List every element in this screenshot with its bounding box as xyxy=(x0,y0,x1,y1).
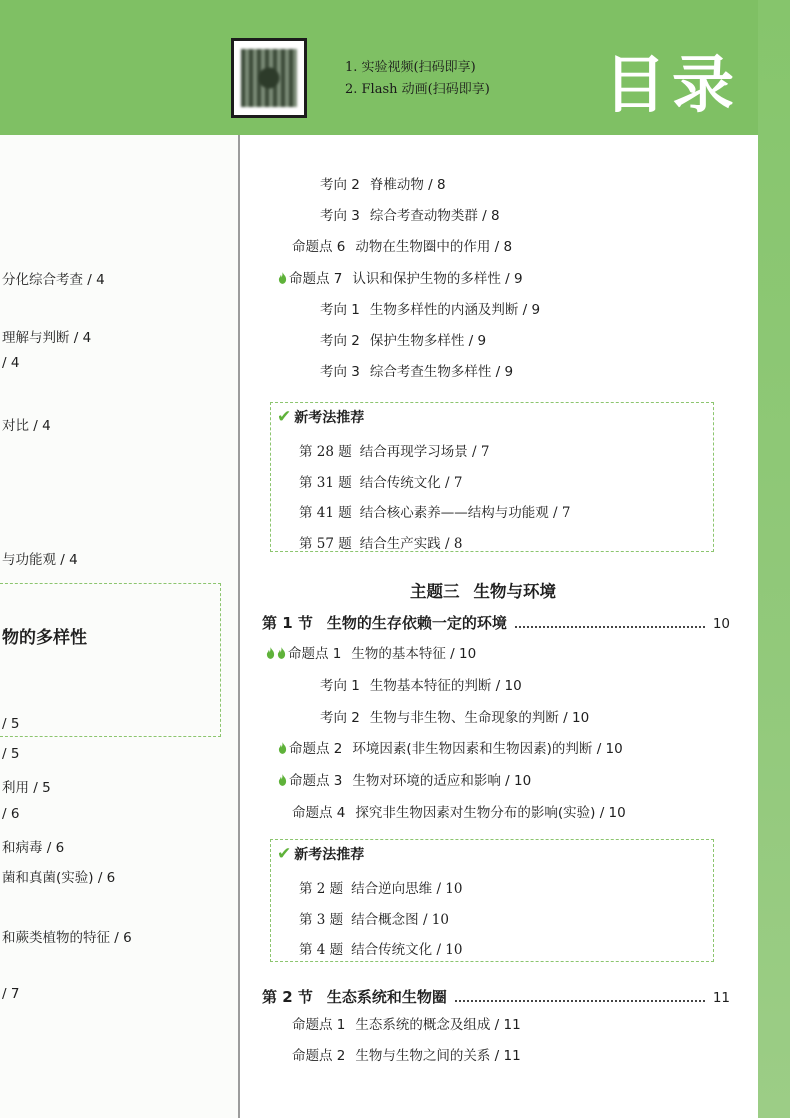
section-label: 第 1 节 xyxy=(262,614,313,632)
fire-icon xyxy=(278,742,287,754)
toc-point-row[interactable] xyxy=(292,1047,521,1065)
toc-point-row[interactable] xyxy=(278,740,623,758)
left-fragment: / 6 xyxy=(2,806,20,822)
toc-direction-row[interactable] xyxy=(320,207,500,225)
toc-label: 命题点 6 xyxy=(292,239,346,256)
left-fragment: 和病毒 / 6 xyxy=(2,840,65,856)
toc-text: 脊椎动物 / 8 xyxy=(369,177,446,193)
recommend-item[interactable] xyxy=(299,908,449,928)
left-fragment: 菌和真菌(实验) / 6 xyxy=(2,870,116,886)
page-title: 目录 xyxy=(604,48,741,121)
media-item[interactable]: 1. 实验视频(扫码即享) xyxy=(345,60,476,75)
toc-label: 命题点 2 xyxy=(289,741,343,758)
toc-text: 探究非生物因素对生物分布的影响(实验) / 10 xyxy=(355,805,626,821)
question-number: 第 31 题 xyxy=(299,474,352,491)
question-number: 第 41 题 xyxy=(299,505,352,521)
toc-point-row[interactable] xyxy=(278,772,531,790)
question-number: 第 3 题 xyxy=(299,911,344,928)
theme-heading xyxy=(410,578,556,602)
check-icon: ✔ xyxy=(277,844,292,864)
left-fragment: 与功能观 / 4 xyxy=(2,552,78,568)
toc-label: 考向 1 xyxy=(320,301,360,318)
recommend-item[interactable] xyxy=(299,440,490,460)
fire-icon xyxy=(278,774,287,786)
toc-label: 考向 2 xyxy=(320,333,360,349)
left-fragment: 对比 / 4 xyxy=(2,418,51,434)
toc-text: 生物与生物之间的关系 / 11 xyxy=(355,1048,521,1064)
toc-label: 考向 1 xyxy=(320,677,360,694)
theme-label: 主题三 xyxy=(410,582,460,601)
fire-icon xyxy=(277,647,286,659)
left-fragment: 和蕨类植物的特征 / 6 xyxy=(2,930,132,946)
toc-direction-row[interactable] xyxy=(320,363,513,381)
new-method-title: ✔ 新考法推荐 xyxy=(277,844,365,864)
recommend-text: 结合概念图 / 10 xyxy=(351,911,449,928)
toc-label: 命题点 4 xyxy=(292,805,346,821)
toc-direction-row[interactable] xyxy=(320,301,540,319)
toc-point-row[interactable] xyxy=(278,270,523,288)
left-heading: 物的多样性 xyxy=(2,628,87,648)
column-divider xyxy=(238,135,240,1118)
recommend-text: 结合再现学习场景 / 7 xyxy=(359,444,490,460)
left-fragment: / 5 xyxy=(2,716,20,732)
question-number: 第 4 题 xyxy=(299,942,344,958)
toc-text: 生物多样性的内涵及判断 / 9 xyxy=(369,301,541,318)
recommend-text: 结合传统文化 / 7 xyxy=(359,474,463,491)
section-row[interactable] xyxy=(262,612,730,633)
left-recommend-box xyxy=(0,583,221,737)
toc-label: 命题点 2 xyxy=(292,1048,346,1064)
new-method-box xyxy=(270,402,714,552)
section-page: 10 xyxy=(712,616,730,632)
toc-label: 命题点 3 xyxy=(289,773,343,790)
recommend-text: 结合传统文化 / 10 xyxy=(351,942,463,958)
toc-label: 命题点 1 xyxy=(292,1017,346,1033)
left-fragment: / 4 xyxy=(2,355,20,371)
left-fragment: 分化综合考查 / 4 xyxy=(2,272,105,288)
section-title: 生态系统和生物圈 xyxy=(326,988,447,1006)
recommend-item[interactable] xyxy=(299,501,571,521)
toc-point-row[interactable] xyxy=(292,238,512,256)
recommend-item[interactable] xyxy=(299,532,463,552)
left-fragment: / 7 xyxy=(2,986,20,1002)
toc-text: 生态系统的概念及组成 / 11 xyxy=(355,1017,521,1033)
toc-text: 生物基本特征的判断 / 10 xyxy=(369,677,522,694)
section-label: 第 2 节 xyxy=(262,988,313,1006)
recommend-item[interactable] xyxy=(299,938,462,958)
toc-text: 综合考查动物类群 / 8 xyxy=(369,208,500,225)
section-row[interactable] xyxy=(262,986,730,1007)
question-number: 第 28 题 xyxy=(299,444,352,460)
toc-point-row[interactable] xyxy=(266,645,476,663)
dot-leader xyxy=(515,626,705,628)
toc-text: 认识和保护生物的多样性 / 9 xyxy=(352,270,523,287)
toc-point-row[interactable] xyxy=(292,1016,521,1034)
toc-text: 动物在生物圈中的作用 / 8 xyxy=(355,239,513,256)
toc-text: 环境因素(非生物因素和生物因素)的判断 / 10 xyxy=(352,741,623,758)
toc-text: 综合考查生物多样性 / 9 xyxy=(369,364,514,381)
section-page: 11 xyxy=(712,990,730,1006)
media-item[interactable]: 2. Flash 动画(扫码即享) xyxy=(345,82,490,97)
media-list xyxy=(345,57,490,101)
dot-leader xyxy=(455,1000,705,1002)
toc-text: 生物与非生物、生命现象的判断 / 10 xyxy=(369,709,590,726)
fire-icon xyxy=(278,272,287,284)
new-method-box xyxy=(270,839,714,962)
theme-title: 生物与环境 xyxy=(473,582,556,601)
recommend-item[interactable] xyxy=(299,877,462,897)
toc-label: 考向 2 xyxy=(320,177,360,193)
left-fragment: 利用 / 5 xyxy=(2,780,51,796)
toc-point-row[interactable] xyxy=(292,804,626,822)
recommend-text: 结合核心素养——结构与功能观 / 7 xyxy=(359,505,571,521)
question-number: 第 57 题 xyxy=(299,535,352,552)
qr-code[interactable] xyxy=(231,38,307,118)
toc-label: 考向 2 xyxy=(320,709,360,726)
toc-text: 生物对环境的适应和影响 / 10 xyxy=(352,773,532,790)
new-method-title: ✔ 新考法推荐 xyxy=(277,407,365,427)
question-number: 第 2 题 xyxy=(299,881,344,897)
toc-label: 考向 3 xyxy=(320,208,360,225)
toc-direction-row[interactable] xyxy=(320,709,589,727)
side-band xyxy=(758,0,790,1118)
toc-label: 命题点 7 xyxy=(289,270,343,287)
section-title: 生物的生存依赖一定的环境 xyxy=(326,614,507,632)
left-fragment: / 5 xyxy=(2,746,20,762)
recommend-text: 结合生产实践 / 8 xyxy=(359,535,463,552)
check-icon: ✔ xyxy=(277,407,292,427)
recommend-text: 结合逆向思维 / 10 xyxy=(351,881,463,897)
toc-direction-row[interactable] xyxy=(320,677,522,695)
fire-icon xyxy=(266,647,275,659)
toc-label: 考向 3 xyxy=(320,364,360,381)
toc-label: 命题点 1 xyxy=(288,646,342,662)
toc-direction-row[interactable] xyxy=(320,176,446,194)
toc-text: 生物的基本特征 / 10 xyxy=(351,646,477,662)
toc-direction-row[interactable] xyxy=(320,332,486,350)
recommend-item[interactable] xyxy=(299,471,463,491)
toc-text: 保护生物多样性 / 9 xyxy=(369,333,487,349)
left-fragment: 理解与判断 / 4 xyxy=(2,330,92,346)
